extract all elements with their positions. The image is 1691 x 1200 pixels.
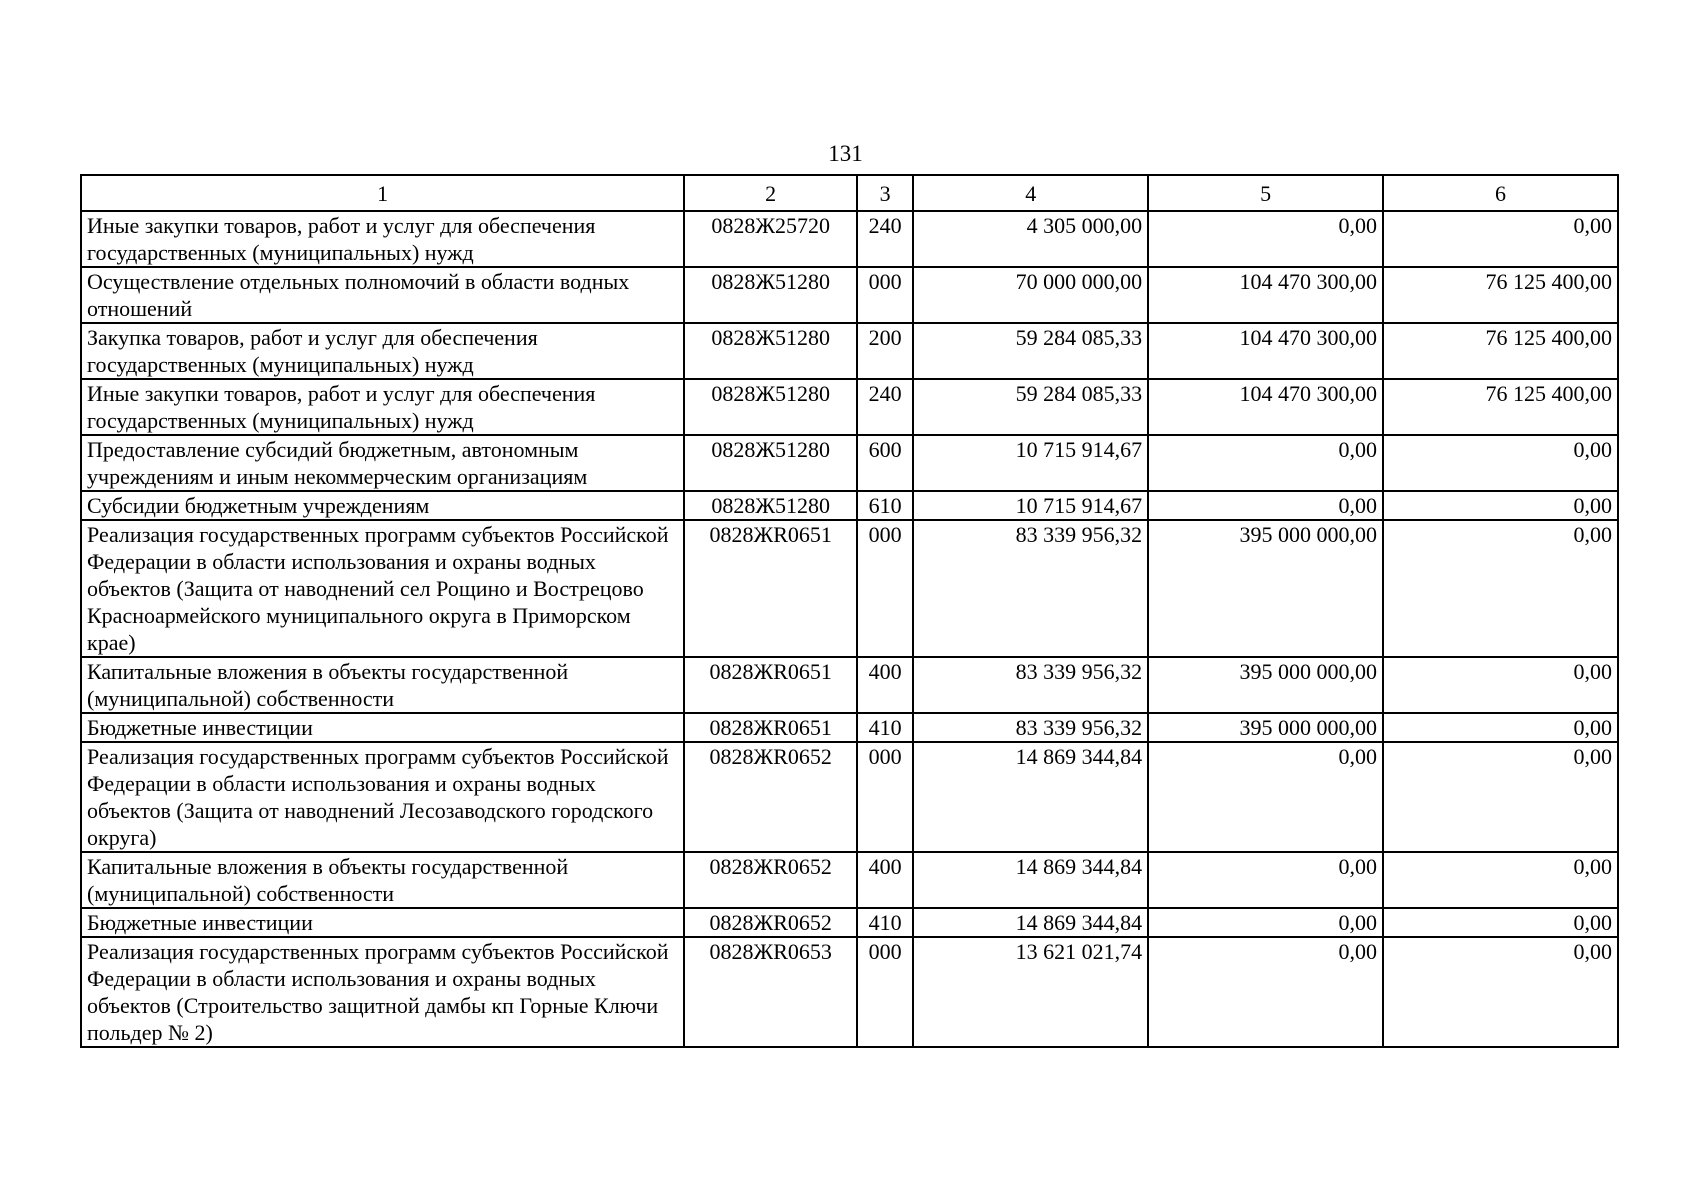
row-code: 0828ЖR0651 [684, 713, 857, 742]
row-value-col6: 0,00 [1383, 491, 1618, 520]
row-code: 0828Ж51280 [684, 379, 857, 435]
table-row [81, 742, 1618, 852]
table-header [81, 175, 1618, 211]
row-code: 0828ЖR0652 [684, 852, 857, 908]
row-value-col5: 104 470 300,00 [1148, 379, 1383, 435]
row-value-col6: 76 125 400,00 [1383, 323, 1618, 379]
row-code: 0828Ж51280 [684, 323, 857, 379]
row-code: 0828ЖR0653 [684, 937, 857, 1047]
table-row [81, 937, 1618, 1047]
row-value-col4: 4 305 000,00 [913, 211, 1148, 267]
column-header-2: 2 [684, 175, 857, 211]
row-code: 0828Ж51280 [684, 435, 857, 491]
row-expense-type: 600 [857, 435, 913, 491]
row-value-col4: 10 715 914,67 [913, 491, 1148, 520]
row-name: Осуществление отдельных полномочий в области водных отношений [81, 267, 684, 323]
column-header-4: 4 [913, 175, 1148, 211]
row-expense-type: 000 [857, 742, 913, 852]
row-value-col5: 395 000 000,00 [1148, 657, 1383, 713]
column-header-1: 1 [81, 175, 684, 211]
row-value-col6: 76 125 400,00 [1383, 379, 1618, 435]
row-expense-type: 240 [857, 379, 913, 435]
row-value-col6: 0,00 [1383, 520, 1618, 657]
row-expense-type: 410 [857, 908, 913, 937]
row-value-col5: 0,00 [1148, 491, 1383, 520]
header-row [81, 175, 1618, 211]
row-value-col5: 395 000 000,00 [1148, 713, 1383, 742]
row-value-col5: 0,00 [1148, 435, 1383, 491]
row-code: 0828Ж25720 [684, 211, 857, 267]
row-name: Иные закупки товаров, работ и услуг для обеспечения государственных (муниципальных) нужд [81, 211, 684, 267]
row-value-col4: 14 869 344,84 [913, 742, 1148, 852]
row-value-col6: 0,00 [1383, 908, 1618, 937]
row-value-col6: 0,00 [1383, 852, 1618, 908]
row-expense-type: 240 [857, 211, 913, 267]
table-row [81, 491, 1618, 520]
row-name: Капитальные вложения в объекты государственной (муниципальной) собственности [81, 657, 684, 713]
table-row [81, 713, 1618, 742]
row-name: Бюджетные инвестиции [81, 713, 684, 742]
row-name: Бюджетные инвестиции [81, 908, 684, 937]
row-name: Предоставление субсидий бюджетным, автономным учреждениям и иным некоммерческим организациям [81, 435, 684, 491]
row-value-col4: 59 284 085,33 [913, 379, 1148, 435]
row-value-col5: 0,00 [1148, 937, 1383, 1047]
table-body [81, 211, 1618, 1047]
row-value-col4: 10 715 914,67 [913, 435, 1148, 491]
row-value-col5: 0,00 [1148, 908, 1383, 937]
row-value-col5: 0,00 [1148, 852, 1383, 908]
row-value-col5: 104 470 300,00 [1148, 267, 1383, 323]
row-value-col5: 104 470 300,00 [1148, 323, 1383, 379]
row-value-col6: 0,00 [1383, 742, 1618, 852]
row-value-col4: 83 339 956,32 [913, 657, 1148, 713]
column-header-5: 5 [1148, 175, 1383, 211]
row-expense-type: 000 [857, 267, 913, 323]
column-header-6: 6 [1383, 175, 1618, 211]
row-value-col6: 76 125 400,00 [1383, 267, 1618, 323]
row-expense-type: 200 [857, 323, 913, 379]
row-value-col5: 0,00 [1148, 211, 1383, 267]
row-value-col6: 0,00 [1383, 211, 1618, 267]
budget-table [80, 174, 1619, 1048]
table-row [81, 211, 1618, 267]
row-value-col4: 13 621 021,74 [913, 937, 1148, 1047]
row-expense-type: 000 [857, 937, 913, 1047]
row-code: 0828ЖR0652 [684, 742, 857, 852]
table-row [81, 852, 1618, 908]
row-name: Иные закупки товаров, работ и услуг для обеспечения государственных (муниципальных) нужд [81, 379, 684, 435]
row-value-col4: 59 284 085,33 [913, 323, 1148, 379]
row-value-col4: 70 000 000,00 [913, 267, 1148, 323]
row-name: Закупка товаров, работ и услуг для обеспечения государственных (муниципальных) нужд [81, 323, 684, 379]
row-value-col4: 83 339 956,32 [913, 713, 1148, 742]
row-value-col4: 83 339 956,32 [913, 520, 1148, 657]
row-code: 0828ЖR0651 [684, 520, 857, 657]
row-value-col6: 0,00 [1383, 435, 1618, 491]
row-expense-type: 400 [857, 657, 913, 713]
table-row [81, 657, 1618, 713]
row-value-col4: 14 869 344,84 [913, 908, 1148, 937]
table-row [81, 379, 1618, 435]
row-expense-type: 610 [857, 491, 913, 520]
row-expense-type: 400 [857, 852, 913, 908]
row-value-col6: 0,00 [1383, 937, 1618, 1047]
column-header-3: 3 [857, 175, 913, 211]
row-value-col5: 0,00 [1148, 742, 1383, 852]
row-name: Реализация государственных программ субъектов Российской Федерации в области использования и охраны водных объектов (Защита от наводнений Лесозаводского городского округа) [81, 742, 684, 852]
table-row [81, 435, 1618, 491]
row-name: Субсидии бюджетным учреждениям [81, 491, 684, 520]
row-value-col6: 0,00 [1383, 657, 1618, 713]
table-row [81, 520, 1618, 657]
row-expense-type: 410 [857, 713, 913, 742]
row-name: Реализация государственных программ субъектов Российской Федерации в области использования и охраны водных объектов (Защита от наводнений сел Рощино и Вострецово Красноармейского муниципального округа в Приморском крае) [81, 520, 684, 657]
row-name: Капитальные вложения в объекты государственной (муниципальной) собственности [81, 852, 684, 908]
table-row [81, 323, 1618, 379]
row-expense-type: 000 [857, 520, 913, 657]
row-value-col5: 395 000 000,00 [1148, 520, 1383, 657]
table-row [81, 908, 1618, 937]
row-code: 0828Ж51280 [684, 491, 857, 520]
row-value-col4: 14 869 344,84 [913, 852, 1148, 908]
row-value-col6: 0,00 [1383, 713, 1618, 742]
row-code: 0828ЖR0651 [684, 657, 857, 713]
table-row [81, 267, 1618, 323]
row-code: 0828ЖR0652 [684, 908, 857, 937]
page-number: 131 [828, 141, 863, 166]
row-code: 0828Ж51280 [684, 267, 857, 323]
row-name: Реализация государственных программ субъектов Российской Федерации в области использования и охраны водных объектов (Строительство защитной дамбы кп Горные Ключи польдер № 2) [81, 937, 684, 1047]
